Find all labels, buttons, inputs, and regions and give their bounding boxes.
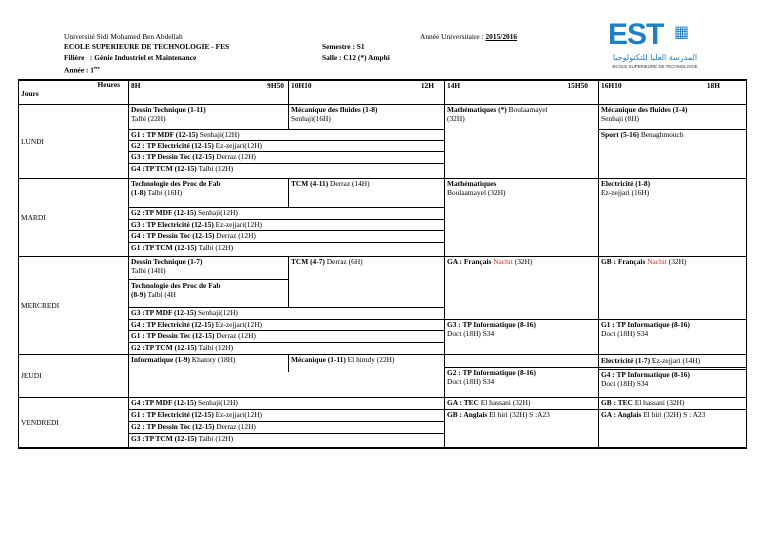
course-detail: El himdy (22H) [345,355,395,364]
logo-text: EST [608,18,664,51]
vendredi-slot4-tec [599,398,746,409]
lundi-slot4-sport [599,130,746,142]
mardi-tp-row-4 [129,243,444,255]
logo-arabic: المدرسة العليا للتكنولوجيا [612,53,698,62]
mardi-slot3-course [445,179,598,203]
course-teacher: Benaghmouch [638,130,684,139]
tp-group: G1 : TP Electricité (12-15) [131,410,214,419]
tp-group: G3 :TP TCM (12-15) [131,434,197,443]
tp-group: G2 :TP MDF (12-15) [131,208,197,217]
course-title: G2 : TP Informatique (8-16) [447,368,536,377]
slot-header-2 [289,81,444,93]
course-title: GB : TEC [601,398,633,407]
mercredi-slot4-tp-info [599,320,746,344]
annee-sup: ère [93,65,100,70]
tp-teacher: Ez-zejjari(12H) [213,410,262,419]
tp-group: G4 :TP TCM (12-15) [131,164,197,173]
annee-univ-label: Année Universitaire : [420,32,484,41]
course-title: GB : Français [601,257,646,266]
mardi-slot1-course [129,179,288,207]
tp-teacher: Derraz (12H) [214,152,256,161]
course-detail: El hassani (32H) [632,398,685,407]
course-detail: El hassani (32H) [478,398,531,407]
course-title: Informatique (1-9) [131,355,190,364]
course-title: Electricité (1-7) [601,356,651,365]
annee-univ-value: 2015/2016 [485,32,518,41]
jeudi-slot3-tp-info [445,368,598,392]
annee-line [64,63,100,76]
slot-3-end: 15H50 [567,81,588,90]
lundi-slot3-course [445,105,598,129]
mardi-slot4-course [599,179,746,203]
tp-teacher: Derraz (12H) [214,422,256,431]
mercredi-slot1-course-a [129,257,288,279]
vendredi-tp-row-4 [129,434,444,446]
tp-group: G4 : TP Dessin Tec (12-15) [131,231,215,240]
mercredi-slot3-tp-info [445,320,598,344]
course-detail: Senhaji (8H) [601,114,639,124]
course-title: Dessin Technique (1-7) [131,257,203,266]
slot-4-start: 16H10 [601,81,622,90]
corner-cell [19,80,128,104]
tp-teacher: Senhaji(12H) [196,208,238,217]
corner-jours: Jours [21,89,39,99]
course-detail: El hiri (32H) S :A23 [487,410,550,419]
course-detail: Doct (18H) S34 [601,379,649,389]
vendredi-tp-row-3 [129,422,444,433]
tp-teacher: Senhaji(12H) [197,130,240,139]
course-title: G3 : TP Informatique (8-16) [447,320,536,329]
course-detail: Derraz (6H) [324,257,363,266]
filiere-value: Génie Industriel et Maintenance [94,53,197,62]
logo-subtitle: ECOLE SUPERIEURE DE TECHNOLOGIE [612,64,698,69]
course-title: Mécanique (1-11) [291,355,346,364]
mardi-tp-row-2 [129,220,444,230]
course-teacher: Boulaamayel [506,105,548,114]
course-detail: Talbi (22H) [131,114,166,124]
university-name: Université Sidi Mohamed Ben Abdellah [64,32,183,41]
slot-header-1 [129,81,288,93]
course-title: Dessin Technique (1-11) [131,105,206,114]
course-detail: Doct (18H) S34 [447,377,495,387]
lundi-tp-row-2 [129,141,444,151]
day-mercredi: MERCREDI [21,300,60,310]
tp-group: G1 :TP TCM (12-15) [131,243,197,252]
slot-3-start: 14H [447,81,461,90]
day-jeudi: JEUDI [21,371,42,381]
course-teacher: Nachit [491,257,513,266]
course-title: Mathématiques (*) [447,105,507,114]
annee-label: Année : 1 [64,65,94,75]
tp-group: G2 : TP Dessin Tec (12-15) [131,422,215,431]
course-title: Mécanique des fluides (1-8) [291,105,378,114]
slot-2-start: 10H10 [291,81,312,90]
filiere-line: Filière : Génie Industriel et Maintenance [64,53,197,62]
tp-teacher: Senhaji(12H) [196,308,238,317]
logo-grid-icon: ▦ [674,22,690,41]
tp-group: G1 : TP MDF (12-15) [131,130,198,139]
course-detail: Boulaamayel (32H) [447,188,506,198]
timetable [18,79,747,449]
vendredi-slot3-anglais [445,410,598,422]
corner-heures: Heures [97,80,120,89]
vendredi-slot3-tec [445,398,598,409]
course-title: TCM (4-7) [291,257,325,266]
tp-teacher: Talbi (12H) [196,434,234,443]
lundi-slot1-course [129,105,288,129]
tp-teacher: Senhaji(12H) [196,398,238,407]
course-detail: El hiri (32H) S : A23 [641,410,706,419]
jeudi-slot1-course [129,355,288,367]
course-title: GB : Anglais [447,410,488,419]
day-vendredi: VENDREDI [21,417,59,427]
course-detail: Talbi (14H) [131,266,166,276]
course-title: Sport (5-16) [601,130,639,139]
course-detail: Doct (18H) S34 [447,329,495,339]
mercredi-slot2-course [289,257,444,269]
course-title: Technologie des Proc de Fab [131,179,221,188]
tp-teacher: Talbi (12H) [196,243,234,252]
course-detail: Senhaji(16H) [291,114,331,124]
est-logo [604,18,706,69]
lundi-tp-row-1 [129,130,444,140]
slot-2-end: 12H [420,81,434,90]
course-detail: Talbi (16H) [145,188,183,198]
lundi-slot2-course [289,105,444,129]
semestre: Semestre : S1 [322,42,365,51]
course-title: G1 : TP Informatique (8-16) [601,320,690,329]
course-hours: (32H) [512,257,533,266]
course-detail: Khatory (18H) [189,355,236,364]
course-title: Technologie des Proc de Fab [131,281,221,290]
salle: Salle : C12 (*) Amphi [322,53,390,62]
lundi-slot4-course [599,105,746,129]
tp-group: G2 :TP TCM (12-15) [131,343,197,352]
course-detail: (32H) [447,114,465,124]
lundi-tp-row-3 [129,152,444,163]
mercredi-tp-row-2 [129,320,444,330]
mardi-tp-row-1 [129,208,444,219]
slot-1-start: 8H [131,81,141,90]
course-detail: Ez-zejjari (14H) [650,356,701,365]
tp-group: G1 : TP Dessin Tec (12-15) [131,331,215,340]
mercredi-slot4-francais [599,257,746,269]
tp-group: G4 :TP MDF (12-15) [131,398,197,407]
mercredi-slot1-course-b [129,281,288,307]
mercredi-tp-row-1 [129,308,444,319]
course-title: GA : Anglais [601,410,642,419]
tp-group: G3 : TP Dessin Tec (12-15) [131,152,215,161]
slot-4-end: 18H [706,81,720,90]
course-title: TCM (4-11) [291,179,329,188]
tp-teacher: Talbi (12H) [196,164,234,173]
tp-teacher: Derraz (12H) [214,231,256,240]
jeudi-slot2-course [289,355,444,367]
jeudi-slot4-electricite [599,356,746,368]
course-detail: Talbi (4H [145,290,176,300]
course-title: GA : TEC [447,398,479,407]
vendredi-slot4-anglais [599,410,746,422]
mercredi-slot3-francais [445,257,598,269]
tp-teacher: Derraz (12H) [214,331,256,340]
tp-teacher: Ez-zejjari(12H) [213,141,262,150]
course-weeks: (1-8) [131,188,146,198]
vendredi-tp-row-2 [129,410,444,421]
course-detail: Ez-zejjari (16H) [601,188,650,198]
jeudi-slot4-tp-info [599,370,746,394]
mardi-tp-row-3 [129,231,444,242]
filiere-label: Filière [64,53,85,62]
tp-group: G2 : TP Electricité (12-15) [131,141,214,150]
slot-header-4 [599,81,746,93]
slot-header-3 [445,81,598,93]
lundi-tp-row-4 [129,164,444,175]
tp-group: G3 : TP Electricité (12-15) [131,220,214,229]
tp-teacher: Ez-zejjari(12H) [213,220,262,229]
mercredi-tp-row-4 [129,343,444,354]
course-title: Mathématiques [447,179,497,188]
tp-teacher: Ez-zejjari(12H) [213,320,262,329]
day-mardi: MARDI [21,212,46,222]
course-detail: Doct (18H) S34 [601,329,649,339]
course-weeks: (8-9) [131,290,146,300]
mardi-slot2-course [289,179,444,191]
course-title: GA : Français [447,257,492,266]
course-title: Electricité (1-8) [601,179,651,188]
course-title: Mécanique des fluides (1-4) [601,105,688,114]
tp-teacher: Talbi (12H) [196,343,234,352]
course-title: G4 : TP Informatique (8-16) [601,370,690,379]
course-hours: (32H) [666,257,687,266]
tp-group: G3 :TP MDF (12-15) [131,308,197,317]
course-teacher: Nachit [645,257,667,266]
mercredi-tp-row-3 [129,331,444,342]
school-name: ECOLE SUPERIEURE DE TECHNOLOGIE - FES [64,42,230,51]
course-detail: Derraz (14H) [328,179,370,188]
tp-group: G4 : TP Electricité (12-15) [131,320,214,329]
vendredi-tp-row-1 [129,398,444,409]
slot-1-end: 9H50 [267,81,284,90]
day-lundi: LUNDI [21,136,44,146]
annee-universitaire [420,32,517,43]
